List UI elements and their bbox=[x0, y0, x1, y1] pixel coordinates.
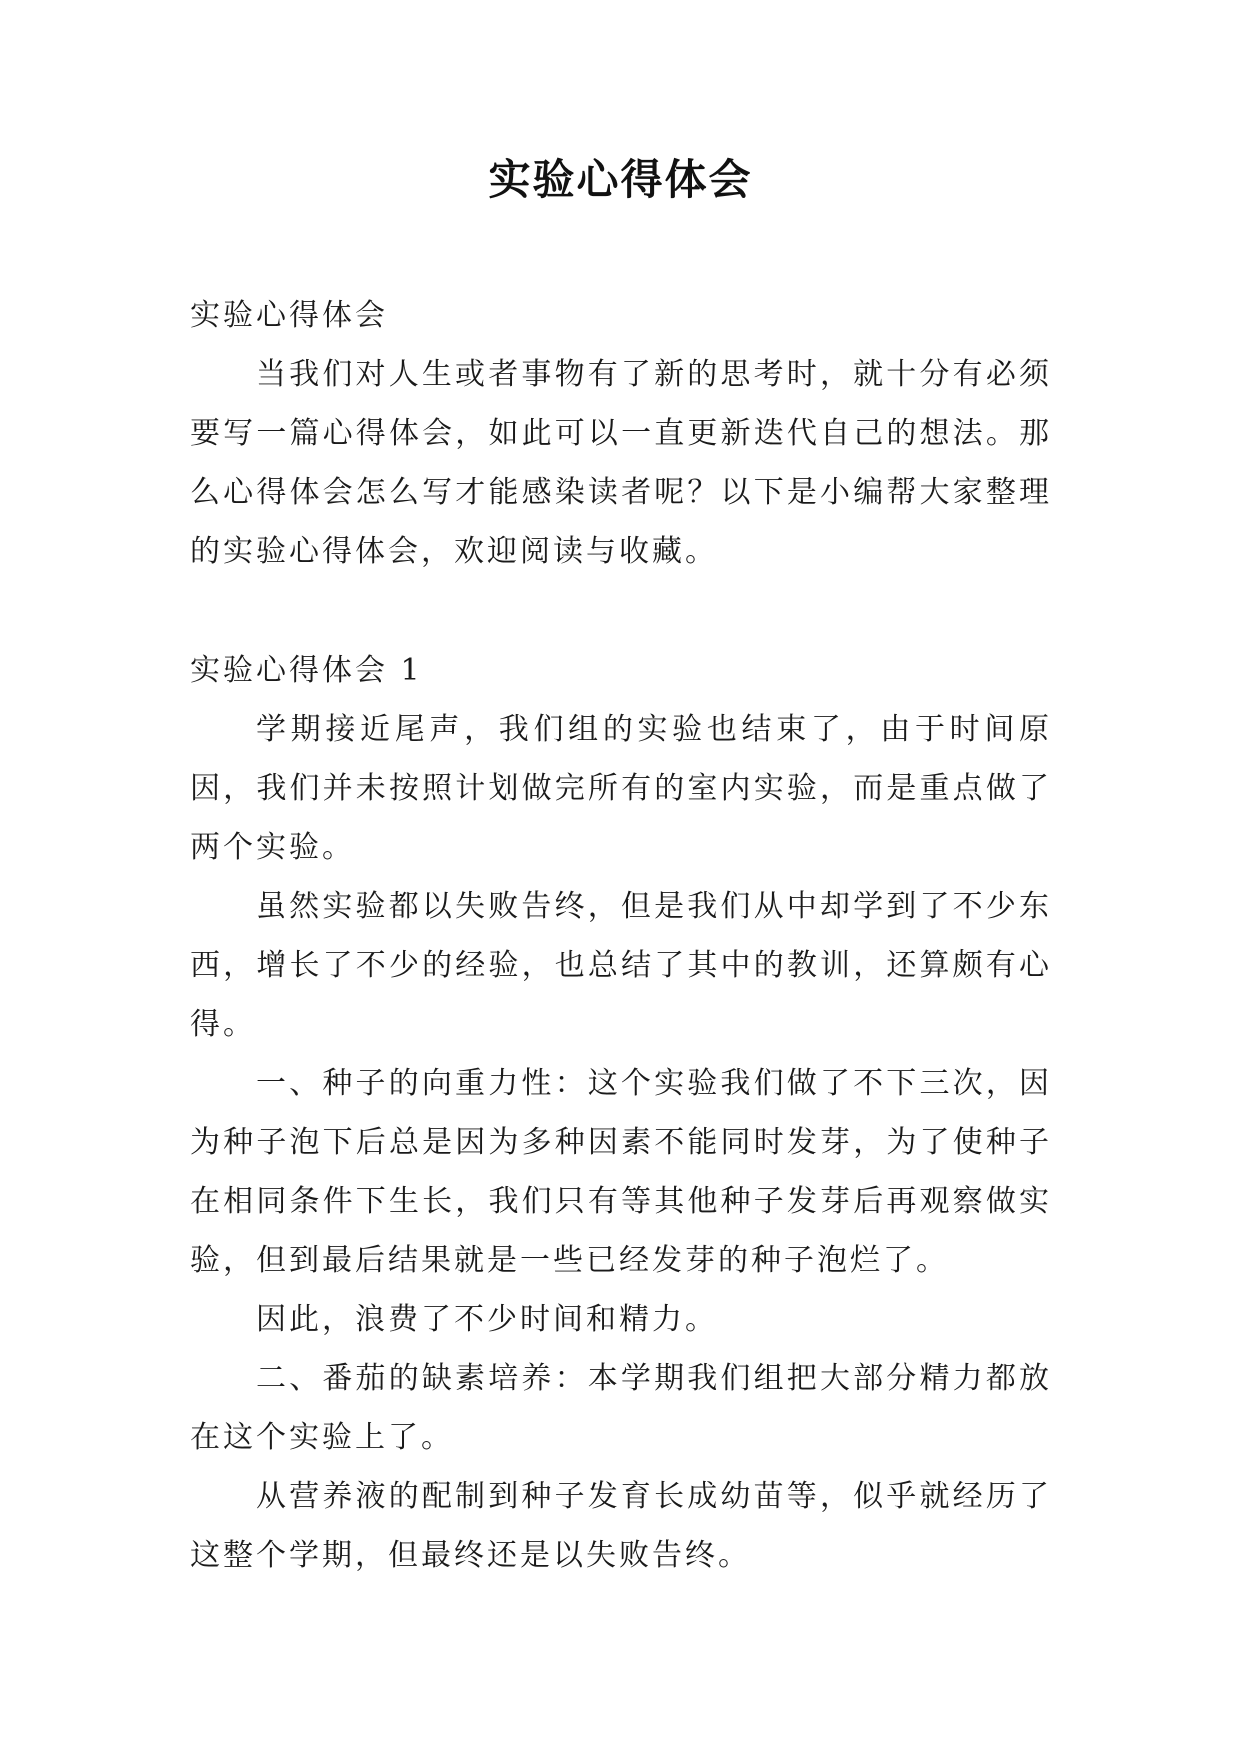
body-paragraph: 学期接近尾声，我们组的实验也结束了，由于时间原因，我们并未按照计划做完所有的室内实验，而是重点做了两个实验。 bbox=[190, 712, 1052, 865]
intro-paragraph: 当我们对人生或者事物有了新的思考时，就十分有必须要写一篇心得体会，如此可以一直更新迭代自己的想法。那么心得体会怎么写才能感染读者呢？以下是小编帮大家整理的实验心得体会，欢迎阅读与收藏。 bbox=[190, 357, 1052, 569]
body-paragraph: 一、种子的向重力性：这个实验我们做了不下三次，因为种子泡下后总是因为多种因素不能同时发芽，为了使种子在相同条件下生长，我们只有等其他种子发芽后再观察做实验，但到最后结果就是一些已经发芽的种子泡烂了。 bbox=[190, 1066, 1052, 1278]
section-heading: 实验心得体会 1 bbox=[190, 653, 423, 688]
body-paragraph: 从营养液的配制到种子发育长成幼苗等，似乎就经历了这整个学期，但最终还是以失败告终。 bbox=[190, 1479, 1052, 1573]
intro-heading: 实验心得体会 bbox=[190, 298, 388, 333]
body-paragraph: 二、番茄的缺素培养：本学期我们组把大部分精力都放在这个实验上了。 bbox=[190, 1361, 1052, 1455]
body-paragraph: 虽然实验都以失败告终，但是我们从中却学到了不少东西，增长了不少的经验，也总结了其中的教训，还算颇有心得。 bbox=[190, 889, 1052, 1042]
body-paragraph: 因此，浪费了不少时间和精力。 bbox=[256, 1302, 718, 1337]
document-body bbox=[190, 286, 1052, 1585]
document-title: 实验心得体会 bbox=[488, 155, 753, 204]
section-spacer bbox=[190, 581, 1052, 641]
